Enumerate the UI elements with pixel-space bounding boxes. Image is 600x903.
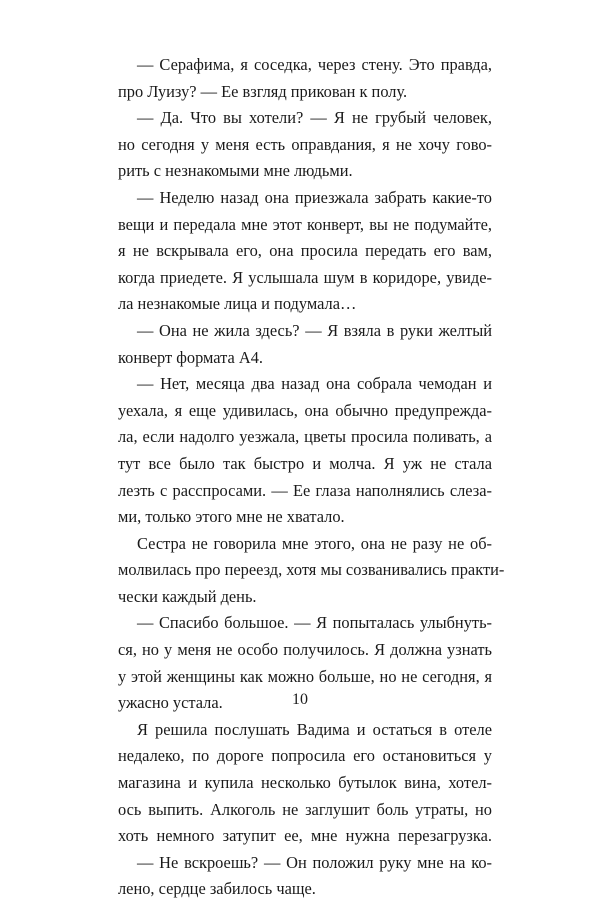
text-line: ла, если надолго уезжала, цветы просила поливать, а — [118, 427, 492, 447]
text-line: чески каждый день. — [118, 586, 257, 606]
text-line: я не вскрывала его, она просила передать его вам, — [118, 241, 492, 261]
text-line: — Неделю назад она приезжала забрать какие-то — [137, 187, 492, 207]
text-line: лезть с расспросами. — Ее глаза наполнялись слеза- — [118, 480, 492, 500]
text-line: вещи и передала мне этот конверт, вы не подумайте, — [118, 214, 492, 234]
page-number: 10 — [292, 691, 308, 708]
text-line: про Луизу? — Ее взгляд прикован к полу. — [118, 81, 408, 101]
text-line: — Серафима, я соседка, через стену. Это правда, — [137, 55, 492, 74]
text-line: Сестра не говорила мне этого, она не разу не об- — [137, 533, 492, 553]
page-text — [118, 52, 505, 903]
text-line: — Да. Что вы хотели? — Я не грубый человек, — [137, 108, 492, 128]
text-line: когда приедете. Я услышала шум в коридоре, увиде- — [118, 267, 492, 287]
text-line: хоть немного затупит ее, мне нужна перезагрузка. — [118, 826, 492, 846]
text-line: у этой женщины как можно больше, но не сегодня, я — [118, 666, 492, 686]
text-line: уехала, я еще удивилась, она обычно предупрежда- — [118, 400, 492, 420]
text-line: недалеко, по дороге попросила его остановиться у — [118, 746, 492, 766]
text-line: конверт формата А4. — [118, 347, 263, 367]
text-line: ось выпить. Алкоголь не заглушит боль утраты, но — [118, 799, 492, 819]
text-line: тут все было так быстро и молча. Я уж не стала — [118, 453, 492, 473]
text-line: но сегодня у меня есть оправдания, я не хочу гово- — [118, 134, 492, 154]
text-line: — Она не жила здесь? — Я взяла в руки желтый — [137, 320, 492, 340]
text-line: — Спасибо большое. — Я попыталась улыбнуть- — [137, 613, 492, 633]
text-line: молвилась про переезд, хотя мы созванивались практи- — [118, 560, 505, 580]
text-line: лено, сердце забилось чаще. — [118, 879, 316, 899]
text-line: — Нет, месяца два назад она собрала чемодан и — [137, 374, 492, 394]
text-line: — Не вскроешь? — Он положил руку мне на ко- — [137, 852, 492, 872]
text-line: ми, только этого мне не хватало. — [118, 507, 345, 527]
text-line: Я решила послушать Вадима и остаться в отеле — [137, 719, 492, 739]
text-line: магазина и купила несколько бутылок вина, хотел- — [118, 773, 492, 793]
text-line: ла незнакомые лица и подумала… — [118, 294, 357, 314]
text-line: ужасно устала. — [118, 693, 223, 713]
text-line: ся, но у меня не особо получилось. Я должна узнать — [118, 640, 492, 660]
text-line: рить с незнакомыми мне людьми. — [118, 161, 353, 181]
